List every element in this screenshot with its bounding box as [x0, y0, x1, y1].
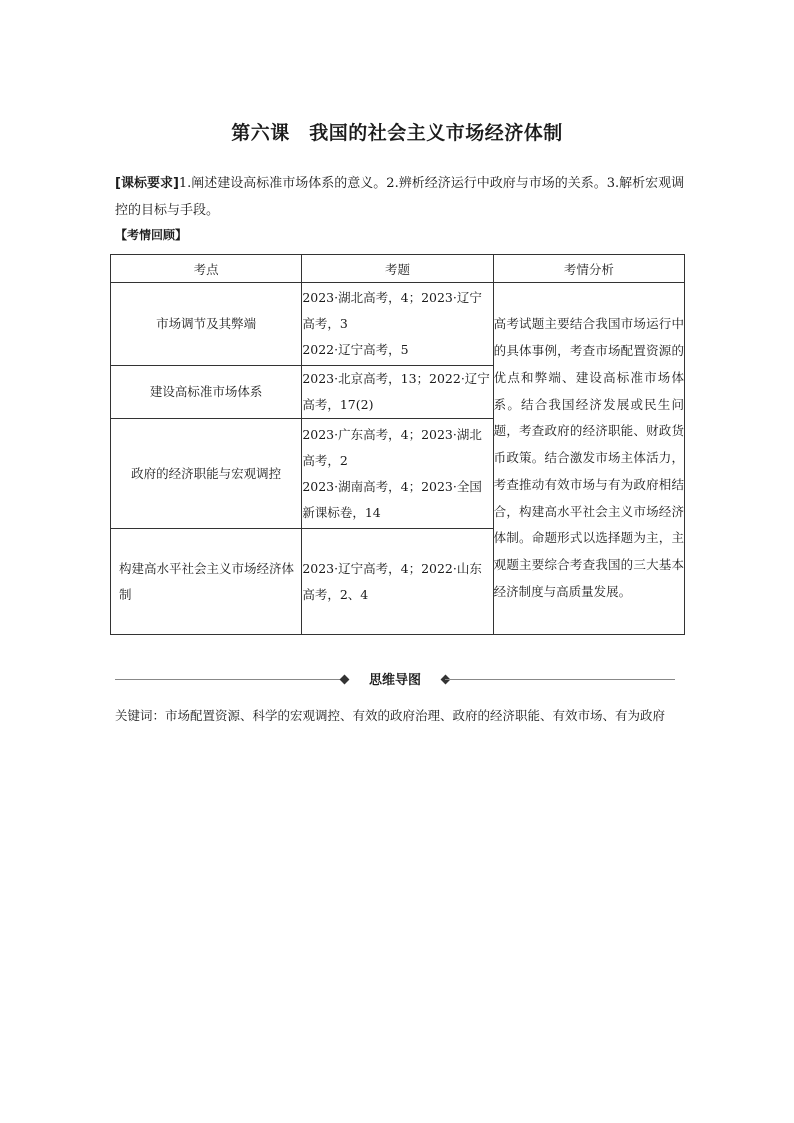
exam-point-cell: 构建高水平社会主义市场经济体制	[111, 529, 302, 635]
header-analysis: 考情分析	[493, 255, 684, 283]
question-line: 2023·湖北高考，4；2023·辽宁高考，3	[302, 290, 482, 331]
keywords-text: 关键词：市场配置资源、科学的宏观调控、有效的政府治理、政府的经济职能、有效市场、有为政府	[115, 708, 666, 723]
table-header-row	[111, 255, 685, 283]
header-exam-questions: 考题	[302, 255, 493, 283]
question-line: 2022·辽宁高考，5	[302, 342, 409, 357]
divider-line-left	[115, 679, 345, 680]
exam-questions-cell	[302, 366, 493, 419]
exam-questions-cell	[302, 419, 493, 529]
requirements-text: 1.阐述建设高标准市场体系的意义。2.辨析经济运行中政府与市场的关系。3.解析宏观调控的目标与手段。	[115, 176, 685, 218]
question-line: 2023·北京高考，13；2022·辽宁高考，17(2)	[302, 371, 490, 412]
exam-questions-cell	[302, 283, 493, 366]
analysis-cell: 高考试题主要结合我国市场运行中的具体事例，考查市场配置资源的优点和弊端、建设高标准市场体系。结合我国经济发展或民生问题，考查政府的经济职能、财政货币政策。结合激发市场主体活力，考查推动有效市场与有为政府相结合，构建高水平社会主义市场经济体制。命题形式以选择题为主，主观题主要综合考查我国的三大基本经济制度与高质量发展。	[493, 283, 684, 635]
exam-point-cell: 建设高标准市场体系	[111, 366, 302, 419]
question-line: 2023·广东高考，4；2023·湖北高考，2	[302, 426, 482, 468]
table-row	[111, 283, 685, 366]
divider-line-right	[445, 679, 675, 680]
page-title: 第六课 我国的社会主义市场经济体制	[231, 122, 563, 144]
requirements-tag: [课标要求]	[115, 176, 179, 191]
exam-questions-cell	[302, 529, 493, 635]
question-line: 2023·辽宁高考，4；2022·山东高考，2、4	[302, 560, 482, 602]
exam-review-label: 【考情回顾】	[115, 228, 188, 242]
diamond-icon	[340, 675, 350, 685]
exam-point-cell: 市场调节及其弊端	[111, 283, 302, 366]
mindmap-heading: 思维导图	[368, 673, 421, 688]
exam-review-table	[110, 254, 685, 635]
header-exam-point: 考点	[111, 255, 302, 283]
exam-point-cell: 政府的经济职能与宏观调控	[111, 419, 302, 529]
curriculum-requirements	[115, 170, 690, 224]
mindmap-divider	[115, 663, 675, 693]
question-line: 2023·湖南高考，4；2023·全国新课标卷，14	[302, 478, 482, 520]
